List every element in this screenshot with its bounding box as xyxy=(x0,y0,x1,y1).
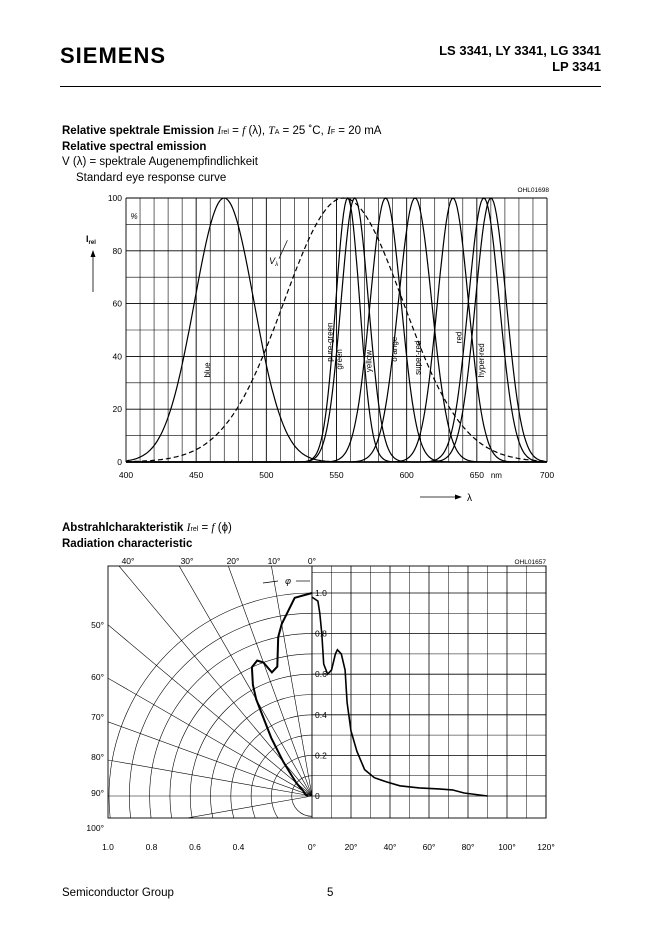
chart-frame xyxy=(108,566,546,818)
rel-tick-label: 0.2 xyxy=(315,750,327,761)
angle-label-left: 90° xyxy=(91,788,104,798)
angle-label-left: 60° xyxy=(91,672,104,682)
bottom-right-tick: 80° xyxy=(461,842,475,852)
rel-tick-label: 0.8 xyxy=(315,628,327,639)
x-tick-label: 650 xyxy=(469,470,484,480)
polar-curve xyxy=(252,593,312,796)
series-label-yellow: yellow xyxy=(364,350,374,373)
vlambda-desc-de: V (λ) = spektrale Augenempfindlichkeit xyxy=(62,156,258,168)
model-numbers xyxy=(439,43,601,75)
x-tick-label: 600 xyxy=(399,470,414,480)
spectral-emission-chart xyxy=(0,180,662,520)
bottom-right-tick: 100° xyxy=(498,842,516,852)
x-tick-label: 550 xyxy=(329,470,344,480)
footer-company: Semiconductor Group xyxy=(62,887,174,899)
polar-spoke xyxy=(11,687,312,796)
angle-label-top: 40° xyxy=(121,556,135,566)
bottom-left-tick: 0.6 xyxy=(189,842,201,852)
bottom-right-tick: 0° xyxy=(307,842,317,852)
y-unit: % xyxy=(130,212,138,222)
vlambda-label: $V_\lambda$ xyxy=(269,256,279,268)
y-axis-arrowhead xyxy=(91,250,96,257)
phi-label: φ xyxy=(285,576,291,586)
bottom-right-tick: 120° xyxy=(537,842,555,852)
bottom-right-tick: 40° xyxy=(383,842,397,852)
y-tick-label: 20 xyxy=(112,404,122,415)
x-tick-label: 700 xyxy=(539,470,555,480)
y-tick-label: 0 xyxy=(117,457,122,467)
vlambda-desc-en: Standard eye response curve xyxy=(76,172,227,184)
header-rule xyxy=(60,86,601,87)
bottom-right-tick: 20° xyxy=(344,842,358,852)
series-label-red: red xyxy=(454,331,464,344)
radiation-title-de: Abstrahlcharakteristik Irel = f (ϕ) xyxy=(62,522,232,534)
x-tick-label: 500 xyxy=(259,470,274,480)
series-label-hyper-red: hyper-red xyxy=(476,343,486,378)
rel-tick-label: 0.6 xyxy=(315,669,327,680)
angle-label-left: 50° xyxy=(91,620,104,630)
x-axis-arrowhead xyxy=(455,495,462,500)
y-tick-label: 60 xyxy=(112,298,122,309)
phi-arrow xyxy=(263,581,278,583)
page-number: 5 xyxy=(327,887,334,899)
angle-label-top: 0° xyxy=(307,556,317,566)
bottom-left-tick: 1.0 xyxy=(102,842,114,852)
figure-code: OHL01657 xyxy=(514,559,546,566)
series-label-super-red: super-red xyxy=(413,340,423,375)
angle-label-left: 100° xyxy=(86,823,104,833)
series-label-green: green xyxy=(335,349,345,370)
rect-curve xyxy=(312,597,488,796)
figure-code: OHL01698 xyxy=(517,187,549,194)
polar-spoke xyxy=(0,740,312,796)
bottom-left-tick: 0.4 xyxy=(232,842,245,852)
bottom-right-tick: 60° xyxy=(422,842,436,852)
angle-label-top: 20° xyxy=(226,556,240,566)
bottom-left-tick: 0.8 xyxy=(145,842,158,852)
y-axis-label: $I_{rel}$ xyxy=(86,234,96,246)
y-tick-label: 40 xyxy=(112,351,122,362)
rel-tick-label: 0.4 xyxy=(315,709,327,720)
angle-label-left: 70° xyxy=(91,712,104,722)
spectral-title-en: Relative spectral emission xyxy=(62,141,207,153)
angle-label-top: 10° xyxy=(267,556,281,566)
rel-tick-label: 0 xyxy=(315,791,320,801)
series-label-orange: orange xyxy=(389,336,399,362)
rel-tick-label: 1.0 xyxy=(315,588,327,598)
x-tick-label: 400 xyxy=(118,470,134,480)
polar-spoke xyxy=(256,550,312,796)
angle-label-top: 30° xyxy=(180,556,194,566)
radiation-characteristic-chart xyxy=(0,550,662,860)
angle-label-left: 80° xyxy=(91,752,104,762)
y-tick-label: 80 xyxy=(112,245,122,256)
x-axis-label: λ xyxy=(467,493,472,504)
x-tick-label: 450 xyxy=(189,470,204,480)
radiation-title-en: Radiation characteristic xyxy=(62,538,193,550)
y-tick-label: 100 xyxy=(107,193,122,203)
siemens-logo: SIEMENS xyxy=(60,43,167,68)
model-line-2: LP 3341 xyxy=(552,59,601,74)
spectral-title-de: Relative spektrale Emission Irel = f (λ), TA = 25 ˚C, IF = 20 mA xyxy=(62,125,382,137)
series-label-pure-green: pure-green xyxy=(325,322,335,362)
series-label-blue: blue xyxy=(203,362,213,378)
polar-spoke xyxy=(152,550,312,796)
x-unit: nm xyxy=(490,471,502,480)
model-line-1: LS 3341, LY 3341, LG 3341 xyxy=(439,43,601,58)
